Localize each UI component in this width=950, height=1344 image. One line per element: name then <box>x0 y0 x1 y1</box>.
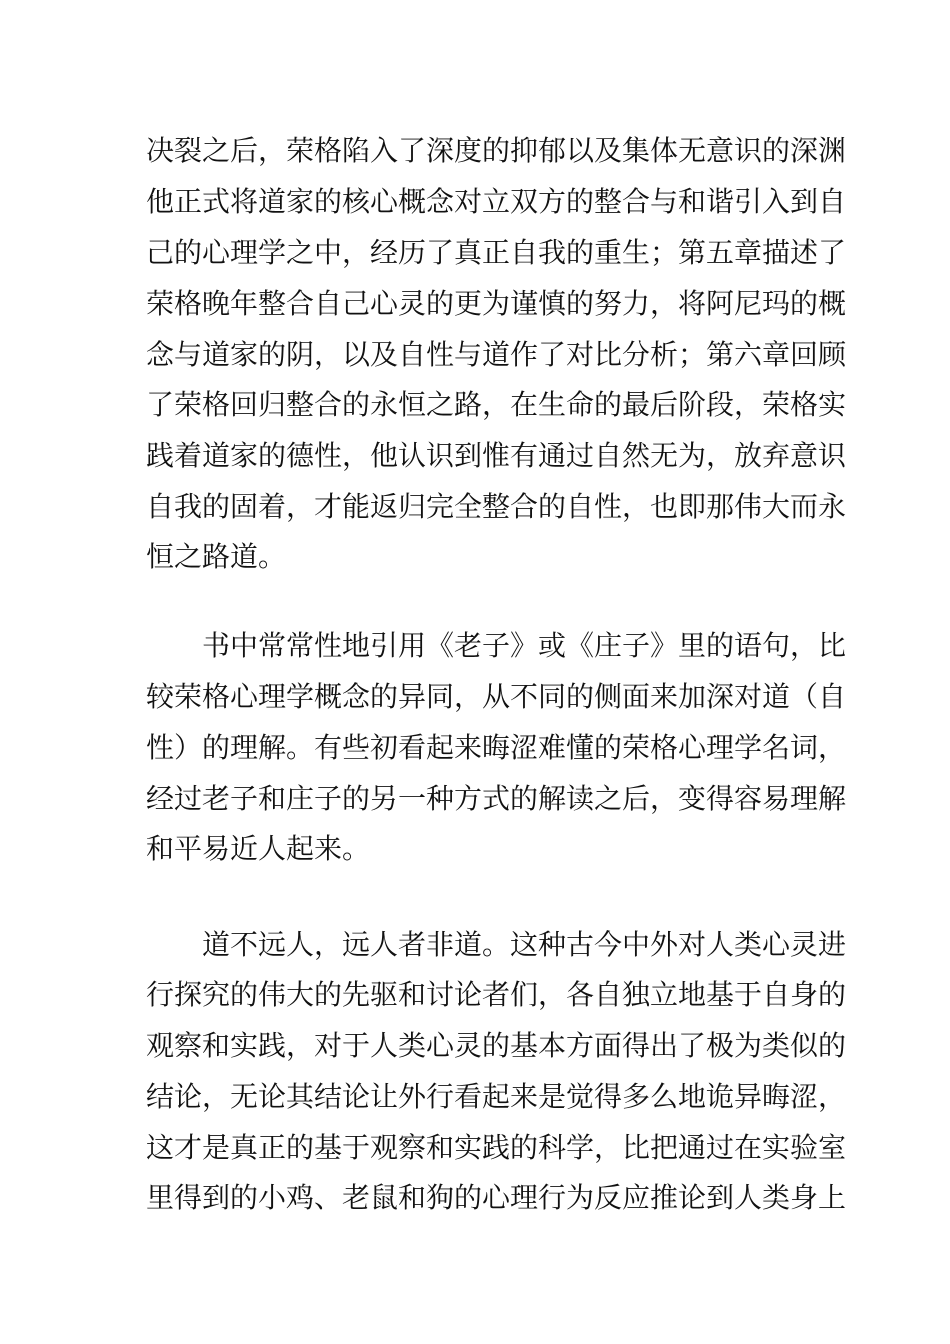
paragraph-1-line-7: 践着道家的德性，他认识到惟有通过自然无为，放弃意识 <box>146 439 847 472</box>
paragraph-2-line-5: 和平易近人起来。 <box>146 832 371 865</box>
paragraph-1-line-4: 荣格晚年整合自己心灵的更为谨慎的努力，将阿尼玛的概 <box>146 287 847 320</box>
paragraph-3-line-2: 行探究的伟大的先驱和讨论者们，各自独立地基于自身的 <box>146 978 847 1011</box>
paragraph-1-line-9: 恒之路道。 <box>146 540 287 573</box>
paragraph-1-line-5: 念与道家的阴，以及自性与道作了对比分析；第六章回顾 <box>146 338 847 371</box>
paragraph-1-line-6: 了荣格回归整合的永恒之路，在生命的最后阶段，荣格实 <box>146 388 847 421</box>
paragraph-3-line-5: 这才是真正的基于观察和实践的科学，比把通过在实验室 <box>146 1131 847 1164</box>
paragraph-2-line-1: 书中常常性地引用《老子》或《庄子》里的语句，比 <box>202 629 847 662</box>
paragraph-3-line-4: 结论，无论其结论让外行看起来是觉得多么地诡异晦涩， <box>146 1080 847 1113</box>
paragraph-1-line-1: 决裂之后，荣格陷入了深度的抑郁以及集体无意识的深渊 <box>146 134 847 167</box>
paragraph-2-line-4: 经过老子和庄子的另一种方式的解读之后，变得容易理解 <box>146 782 847 815</box>
paragraph-2-line-3: 性）的理解。有些初看起来晦涩难懂的荣格心理学名词， <box>146 731 847 764</box>
paragraph-3-line-6: 里得到的小鸡、老鼠和狗的心理行为反应推论到人类身上 <box>146 1181 847 1214</box>
paragraph-1-line-3: 己的心理学之中，经历了真正自我的重生；第五章描述了 <box>146 236 847 269</box>
paragraph-2-line-2: 较荣格心理学概念的异同，从不同的侧面来加深对道（自 <box>146 680 847 713</box>
paragraph-1-line-2: 他正式将道家的核心概念对立双方的整合与和谐引入到自 <box>146 185 847 218</box>
paragraph-3-line-1: 道不远人，远人者非道。这种古今中外对人类心灵进 <box>202 928 847 961</box>
paragraph-1-line-8: 自我的固着，才能返归完全整合的自性，也即那伟大而永 <box>146 490 847 523</box>
paragraph-3-line-3: 观察和实践，对于人类心灵的基本方面得出了极为类似的 <box>146 1029 847 1062</box>
